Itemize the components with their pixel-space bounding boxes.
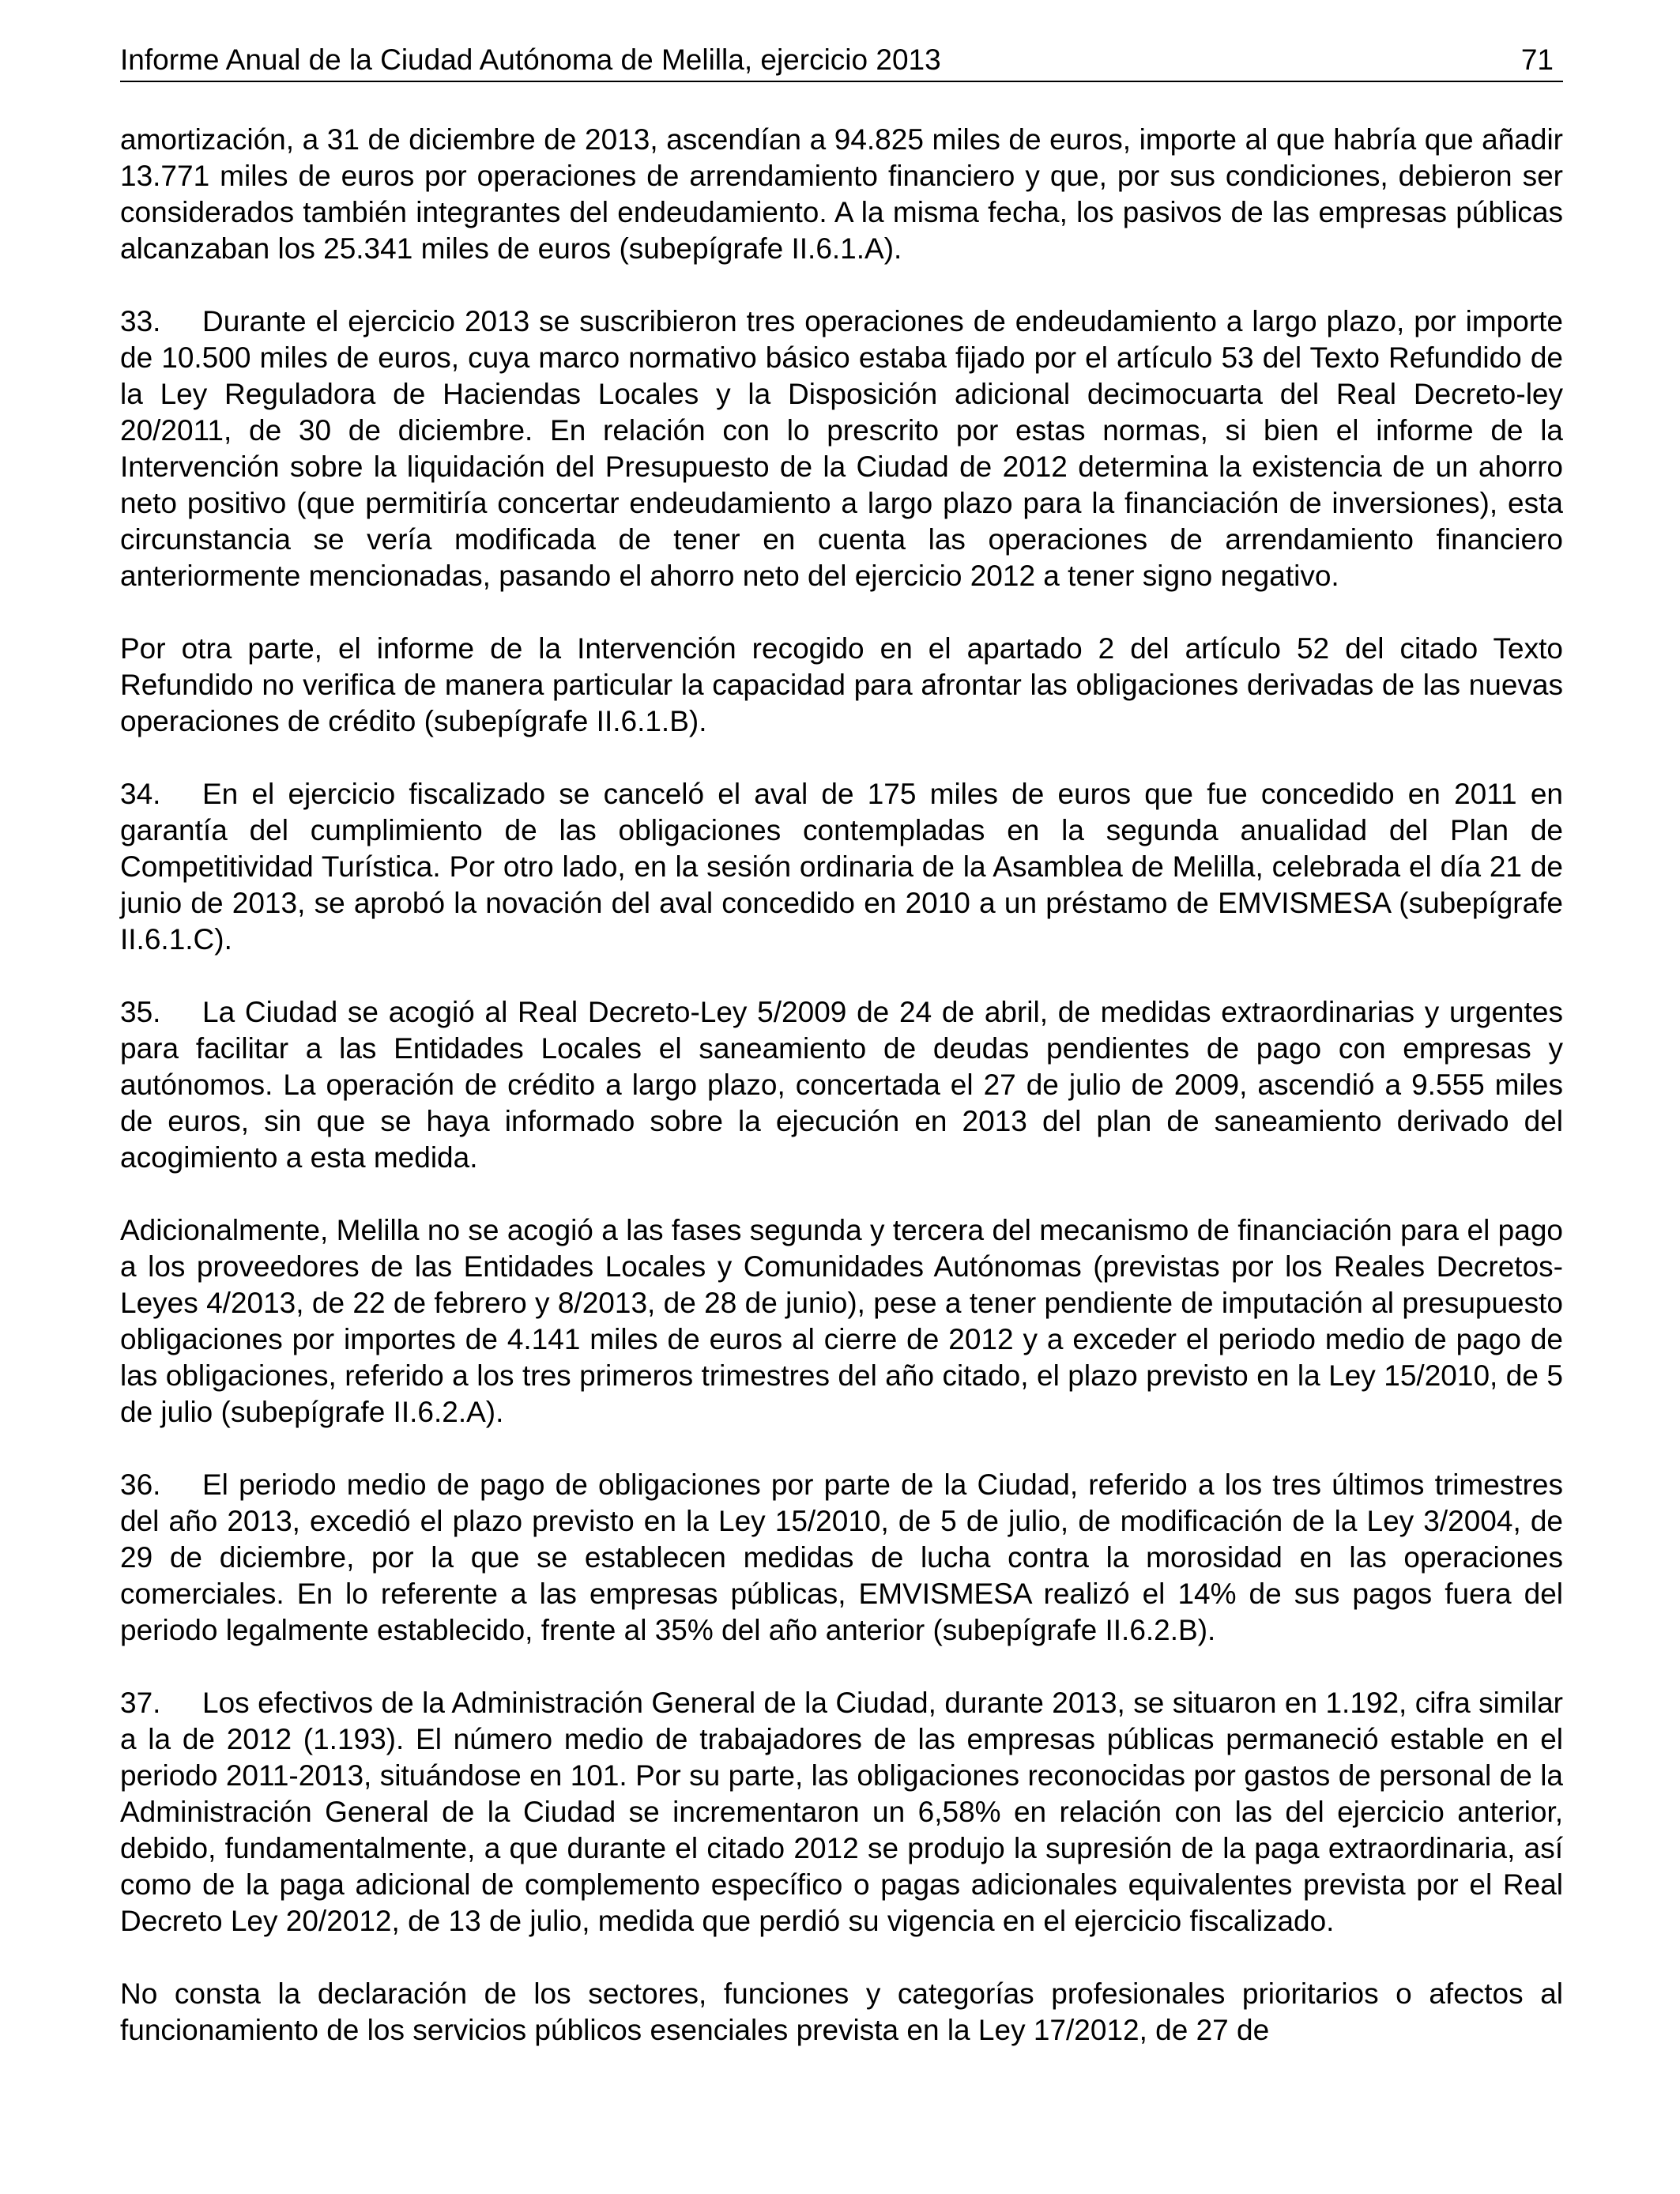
paragraph-35-continued bbox=[120, 1212, 1563, 1431]
document-title: Informe Anual de la Ciudad Autónoma de Melilla, ejercicio 2013 bbox=[120, 43, 941, 76]
paragraph-continuation bbox=[120, 122, 1563, 267]
paragraph-text: Por otra parte, el informe de la Intervención recogido en el apartado 2 del artículo 52 del citado Texto Refundido no verifica de manera particular la capacidad para afrontar las obligaciones derivadas de las nuevas operaciones de crédito (subepígrafe II.6.1.B). bbox=[120, 632, 1563, 737]
paragraph-text: En el ejercicio fiscalizado se canceló el aval de 175 miles de euros que fue concedido en 2011 en garantía del cumplimiento de las obligaciones contempladas en la segunda anualidad del Plan de Competitividad Turística. Por otro lado, en la sesión ordinaria de la Asamblea de Melilla, celebrada el día 21 de junio de 2013, se aprobó la novación del aval concedido en 2010 a un préstamo de EMVISMESA (subepígrafe II.6.1.C). bbox=[120, 778, 1563, 956]
paragraph-number: 33. bbox=[120, 305, 161, 337]
paragraph-text: amortización, a 31 de diciembre de 2013, ascendían a 94.825 miles de euros, importe al que habría que añadir 13.771 miles de euros por operaciones de arrendamiento financiero y que, por sus condiciones, debieron ser considerados también integrantes del endeudamiento. A la misma fecha, los pasivos de las empresas públicas alcanzaban los 25.341 miles de euros (subepígrafe II.6.1.A). bbox=[120, 123, 1563, 265]
paragraph-number: 36. bbox=[120, 1468, 161, 1501]
paragraph-37-continued bbox=[120, 1976, 1563, 2049]
paragraph-number: 34. bbox=[120, 778, 161, 810]
document-body bbox=[120, 122, 1563, 2049]
page-number: 71 bbox=[1520, 43, 1554, 76]
page-header bbox=[120, 41, 1563, 82]
paragraph-text: Adicionalmente, Melilla no se acogió a las fases segunda y tercera del mecanismo de financiación para el pago a los proveedores de las Entidades Locales y Comunidades Autónomas (previstas por los Reales Decretos-Leyes 4/2013, de 22 de febrero y 8/2013, de 28 de junio), pese a tener pendiente de imputación al presupuesto obligaciones por importes de 4.141 miles de euros al cierre de 2012 y a exceder el periodo medio de pago de las obligaciones, referido a los tres primeros trimestres del año citado, el plazo previsto en la Ley 15/2010, de 5 de julio (subepígrafe II.6.2.A). bbox=[120, 1214, 1563, 1428]
paragraph-number: 35. bbox=[120, 996, 161, 1028]
paragraph-number: 37. bbox=[120, 1687, 161, 1719]
paragraph-33 bbox=[120, 303, 1563, 594]
paragraph-37 bbox=[120, 1685, 1563, 1940]
paragraph-34 bbox=[120, 776, 1563, 958]
paragraph-text: La Ciudad se acogió al Real Decreto-Ley 5/2009 de 24 de abril, de medidas extraordinarias y urgentes para facilitar a las Entidades Locales el saneamiento de deudas pendientes de pago con empresas y autónomos. La operación de crédito a largo plazo, concertada el 27 de julio de 2009, ascendió a 9.555 miles de euros, sin que se haya informado sobre la ejecución en 2013 del plan de saneamiento derivado del acogimiento a esta medida. bbox=[120, 996, 1563, 1174]
paragraph-33-continued bbox=[120, 631, 1563, 740]
paragraph-text: Los efectivos de la Administración General de la Ciudad, durante 2013, se situaron en 1.192, cifra similar a la de 2012 (1.193). El número medio de trabajadores de las empresas públicas permaneció estable en el periodo 2011-2013, situándose en 101. Por su parte, las obligaciones reconocidas por gastos de personal de la Administración General de la Ciudad se incrementaron un 6,58% en relación con las del ejercicio anterior, debido, fundamentalmente, a que durante el citado 2012 se produjo la supresión de la paga extraordinaria, así como de la paga adicional de complemento específico o pagas adicionales equivalentes prevista por el Real Decreto Ley 20/2012, de 13 de julio, medida que perdió su vigencia en el ejercicio fiscalizado. bbox=[120, 1687, 1563, 1937]
paragraph-text: No consta la declaración de los sectores, funciones y categorías profesionales prioritarios o afectos al funcionamiento de los servicios públicos esenciales prevista en la Ley 17/2012, de 27 de bbox=[120, 1977, 1563, 2046]
paragraph-text: El periodo medio de pago de obligaciones por parte de la Ciudad, referido a los tres últimos trimestres del año 2013, excedió el plazo previsto en la Ley 15/2010, de 5 de julio, de modificación de la Ley 3/2004, de 29 de diciembre, por la que se establecen medidas de lucha contra la morosidad en las operaciones comerciales. En lo referente a las empresas públicas, EMVISMESA realizó el 14% de sus pagos fuera del periodo legalmente establecido, frente al 35% del año anterior (subepígrafe II.6.2.B). bbox=[120, 1468, 1563, 1646]
paragraph-35 bbox=[120, 994, 1563, 1176]
paragraph-36 bbox=[120, 1467, 1563, 1649]
paragraph-text: Durante el ejercicio 2013 se suscribieron tres operaciones de endeudamiento a largo plazo, por importe de 10.500 miles de euros, cuya marco normativo básico estaba fijado por el artículo 53 del Texto Refundido de la Ley Reguladora de Haciendas Locales y la Disposición adicional decimocuarta del Real Decreto-ley 20/2011, de 30 de diciembre. En relación con lo prescrito por estas normas, si bien el informe de la Intervención sobre la liquidación del Presupuesto de la Ciudad de 2012 determina la existencia de un ahorro neto positivo (que permitiría concertar endeudamiento a largo plazo para la financiación de inversiones), esta circunstancia se vería modificada de tener en cuenta las operaciones de arrendamiento financiero anteriormente mencionadas, pasando el ahorro neto del ejercicio 2012 a tener signo negativo. bbox=[120, 305, 1563, 592]
